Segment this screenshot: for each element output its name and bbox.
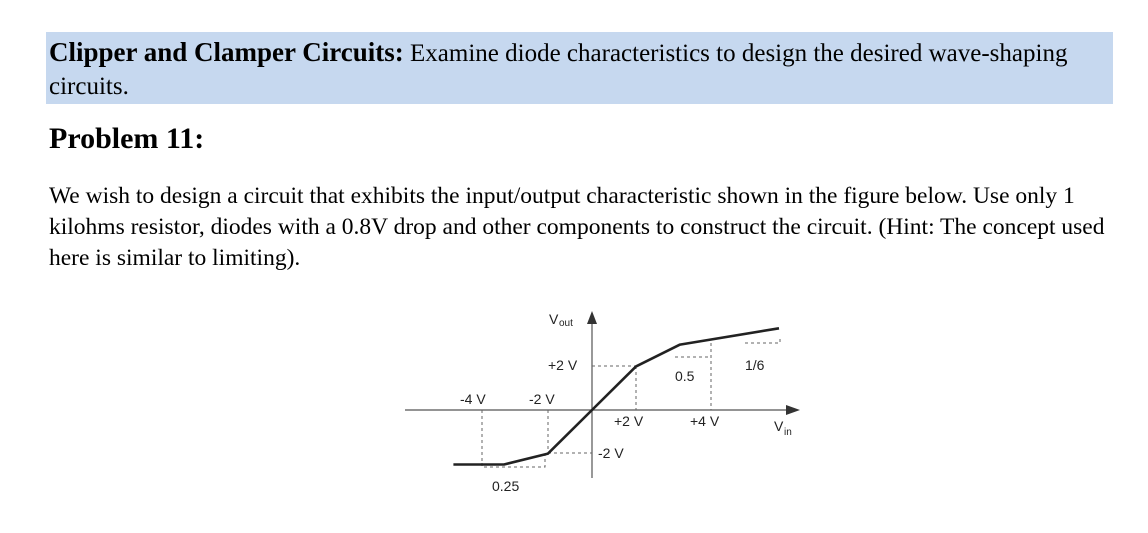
section-title: Clipper and Clamper Circuits: xyxy=(49,37,404,67)
y-axis-arrow xyxy=(587,311,597,324)
y-axis-sub: out xyxy=(559,318,573,329)
x-axis-arrow xyxy=(786,405,800,415)
x-axis-label: V xyxy=(774,418,784,434)
label-slope-025: 0.25 xyxy=(492,478,520,494)
label-vin-pos2: +2 V xyxy=(614,413,644,429)
y-axis-label: V xyxy=(549,311,559,327)
problem-heading: Problem 11: xyxy=(49,122,205,155)
label-vout-neg2: -2 V xyxy=(598,445,624,461)
label-slope-05: 0.5 xyxy=(675,368,695,384)
x-axis-sub: in xyxy=(784,427,792,438)
section-banner xyxy=(46,32,1113,104)
label-vin-neg4: -4 V xyxy=(460,391,486,407)
slope-box-1-6 xyxy=(745,337,780,343)
label-vin-pos4: +4 V xyxy=(690,413,720,429)
problem-statement: We wish to design a circuit that exhibits the input/output characteristic shown in the figure below. Use only 1 kilohms resistor, diodes with a 0.8V drop and other components to construct the circuit. (Hint: The concept used here is similar to limiting). xyxy=(49,183,1105,271)
label-vin-neg2: -2 V xyxy=(529,391,555,407)
transfer-curve xyxy=(453,328,779,464)
section-subtitle: Examine diode characteristics to design the desired wave-shaping circuits. xyxy=(49,40,1068,100)
label-slope-1-6: 1/6 xyxy=(745,357,765,373)
label-vout-pos2: +2 V xyxy=(548,357,578,373)
slope-box-025 xyxy=(482,455,545,467)
